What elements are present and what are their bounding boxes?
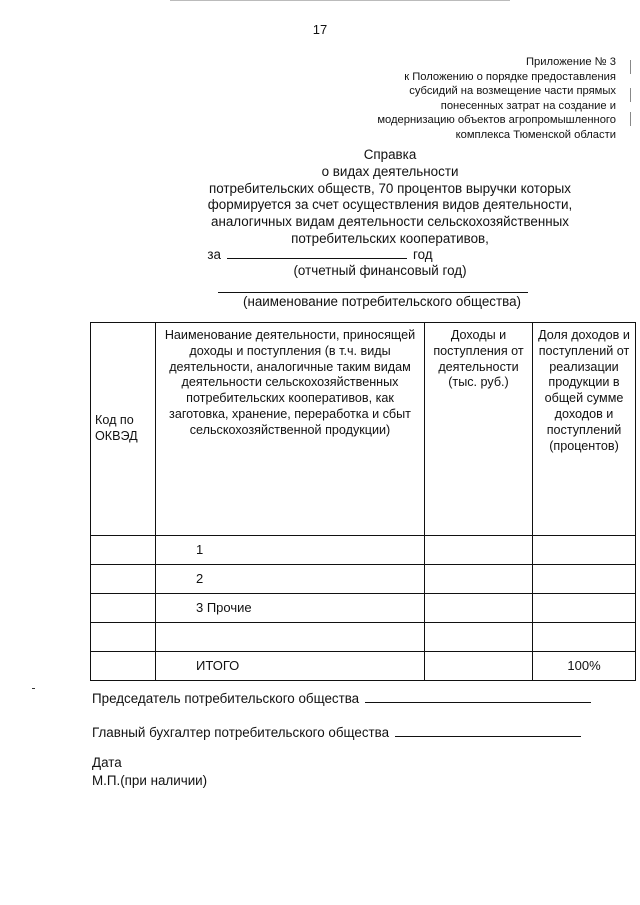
appendix-line: понесенных затрат на создание и (440, 99, 616, 112)
share-cell[interactable] (533, 565, 636, 594)
appendix-note (316, 55, 616, 143)
header-okved: Код по ОКВЭД (91, 323, 156, 536)
appendix-line: Приложение № 3 (525, 56, 616, 68)
total-label: ИТОГО (156, 652, 425, 681)
activity-cell (156, 623, 425, 652)
activity-cell: 3 Прочие (156, 594, 425, 623)
okved-cell[interactable] (91, 536, 156, 565)
income-cell[interactable] (425, 536, 533, 565)
scan-artifact (32, 688, 35, 689)
org-name-caption: (наименование потребительского общества) (243, 294, 521, 309)
okved-cell[interactable] (91, 594, 156, 623)
header-activity: Наименование деятельности, приносящей доходы и поступления (в т.ч. виды деятельности, аналогичные таким видам деятельности сельскохозяйственных потребительских кооперативов, как заготовка, хранение, переработка и сбыт сельскохозяйственной продукции) (156, 323, 425, 536)
title-line: о видах деятельности (321, 163, 459, 179)
income-cell[interactable] (425, 565, 533, 594)
title-line: аналогичных видам деятельности сельскохозяйственных (211, 214, 569, 230)
page-number: 17 (312, 22, 328, 37)
table-row (91, 623, 636, 652)
share-cell[interactable] (533, 623, 636, 652)
table-row (91, 594, 636, 623)
okved-cell[interactable] (91, 565, 156, 594)
scan-edge-mark (630, 88, 631, 102)
date-label: Дата (92, 755, 122, 770)
period-prefix: за (207, 247, 222, 262)
appendix-line: модернизацию объектов агропромышленного (377, 114, 616, 127)
chairman-signature (92, 690, 591, 706)
income-cell[interactable] (425, 623, 533, 652)
share-total-cell: 100% (533, 652, 636, 681)
okved-cell[interactable] (91, 623, 156, 652)
title-line: потребительских обществ, 70 процентов выручки которых (209, 180, 571, 196)
scan-edge-mark (630, 112, 631, 126)
stamp-label: М.П.(при наличии) (92, 773, 208, 788)
accountant-signature-field[interactable] (395, 724, 581, 737)
activity-cell: 2 (156, 565, 425, 594)
year-field[interactable] (227, 246, 407, 259)
appendix-line: комплекса Тюменской области (455, 128, 616, 141)
income-total-cell[interactable] (425, 652, 533, 681)
top-edge-line (170, 0, 510, 1)
income-cell[interactable] (425, 594, 533, 623)
title-line: Справка (363, 147, 417, 162)
period-suffix: год (413, 247, 433, 262)
table-total-row (91, 652, 636, 681)
table-row (91, 536, 636, 565)
period-line (0, 246, 640, 262)
document-title (160, 147, 620, 248)
appendix-line: к Положению о порядке предоставления (404, 70, 616, 83)
accountant-label: Главный бухгалтер потребительского общества (92, 725, 390, 740)
header-share: Доля доходов и поступлений от реализации продукции в общей сумме доходов и поступлений (процентов) (533, 323, 636, 536)
okved-cell[interactable] (91, 652, 156, 681)
share-cell[interactable] (533, 594, 636, 623)
scan-edge-mark (630, 60, 631, 74)
title-line: формируется за счет осуществления видов деятельности, (207, 197, 573, 213)
org-name-field[interactable] (218, 292, 528, 293)
table-row (91, 565, 636, 594)
activity-table (90, 322, 636, 681)
title-line: потребительских кооперативов, (291, 230, 489, 246)
appendix-line: субсидий на возмещение части прямых (409, 85, 616, 98)
chairman-label: Председатель потребительского общества (92, 691, 360, 706)
share-cell[interactable] (533, 536, 636, 565)
activity-cell: 1 (156, 536, 425, 565)
period-caption: (отчетный финансовый год) (293, 263, 467, 278)
table-header-row (91, 323, 636, 536)
chairman-signature-field[interactable] (365, 690, 591, 703)
header-income: Доходы и поступления от деятельности (тыс. руб.) (425, 323, 533, 536)
accountant-signature (92, 724, 581, 740)
